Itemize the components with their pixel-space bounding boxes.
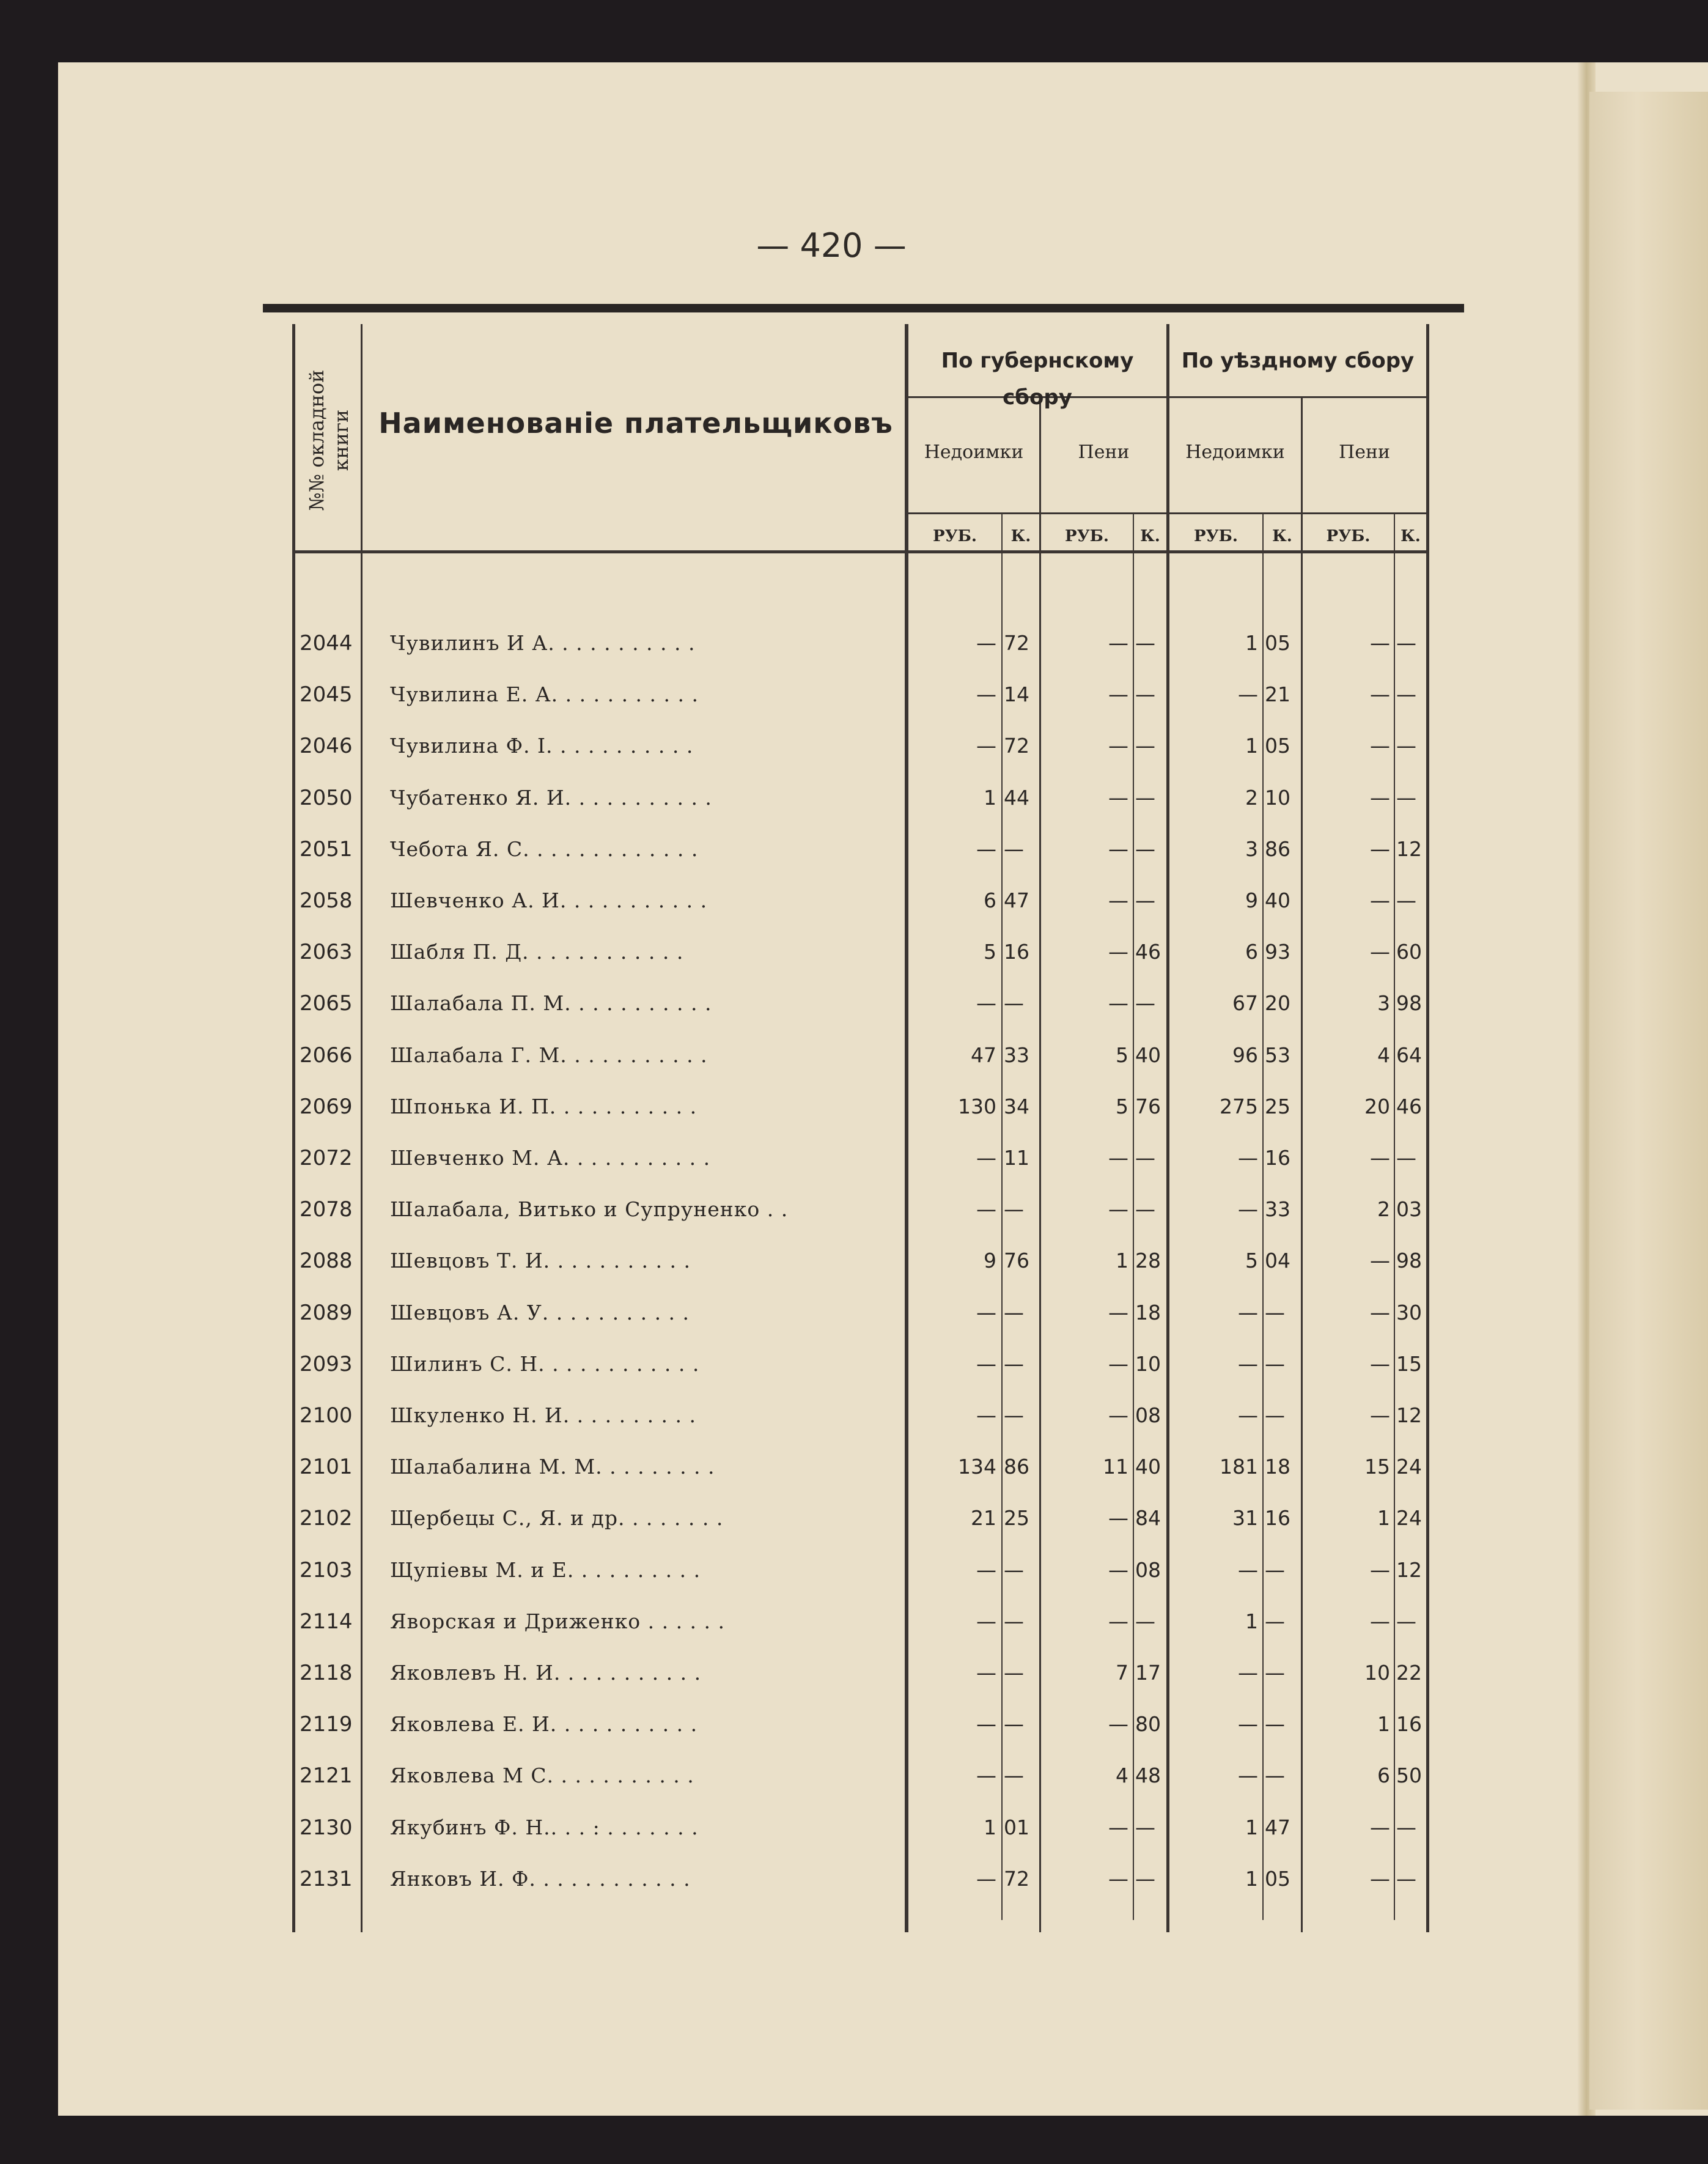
cell-penalty-rub-1: —: [1108, 734, 1128, 758]
cell-penalty-rub-2: —: [1370, 1146, 1390, 1170]
cell-penalty-kop-1: 10: [1135, 1351, 1161, 1376]
cell-arrears-rub-2: —: [1238, 1403, 1258, 1427]
cell-arrears-rub-1: 21: [971, 1506, 996, 1531]
cell-arrears-kop-2: 16: [1265, 1146, 1290, 1170]
cell-arrears-kop-1: 76: [1004, 1249, 1029, 1273]
cell-penalty-rub-2: —: [1370, 1609, 1390, 1633]
book-number: 2100: [300, 1403, 353, 1428]
cell-penalty-kop-2: —: [1396, 734, 1416, 758]
cell-arrears-rub-2: 31: [1232, 1506, 1258, 1531]
cell-arrears-kop-2: —: [1265, 1557, 1285, 1582]
cell-penalty-kop-1: —: [1135, 1815, 1155, 1839]
cell-penalty-kop-2: —: [1396, 785, 1416, 810]
table-row: [0, 1030, 1708, 1081]
cell-penalty-kop-1: 17: [1135, 1661, 1161, 1685]
table-row: [0, 1184, 1708, 1235]
payer-name: Шалабала П. М. . . . . . . . . . .: [390, 991, 712, 1016]
payer-name: Чувилинъ И А. . . . . . . . . . .: [390, 631, 696, 655]
cell-arrears-kop-2: 86: [1265, 836, 1290, 861]
book-number: 2051: [300, 836, 353, 862]
cell-penalty-rub-2: —: [1370, 1403, 1390, 1427]
cell-penalty-rub-1: —: [1108, 1506, 1128, 1531]
cell-arrears-rub-2: —: [1238, 1763, 1258, 1788]
cell-arrears-kop-2: 10: [1265, 785, 1290, 810]
table-row: [0, 1596, 1708, 1647]
cell-penalty-rub-2: —: [1370, 836, 1390, 861]
cell-arrears-rub-2: 2: [1245, 785, 1258, 810]
cell-arrears-kop-1: 14: [1004, 682, 1029, 707]
table-row: [0, 824, 1708, 875]
cell-arrears-rub-2: 67: [1232, 991, 1258, 1016]
cell-penalty-kop-1: —: [1135, 991, 1155, 1016]
table-row: [0, 720, 1708, 772]
cell-arrears-rub-1: —: [976, 1557, 996, 1582]
cell-arrears-kop-2: 04: [1265, 1249, 1290, 1273]
cell-penalty-rub-2: 15: [1364, 1455, 1390, 1479]
cell-arrears-kop-1: 16: [1004, 940, 1029, 964]
cell-penalty-kop-2: 16: [1396, 1712, 1422, 1737]
payer-name: Шевцовъ А. У. . . . . . . . . . .: [390, 1300, 690, 1324]
table-row: [0, 669, 1708, 720]
cell-arrears-kop-1: —: [1004, 1197, 1024, 1222]
rule-group-under: [908, 396, 1426, 398]
cell-arrears-kop-1: —: [1004, 1712, 1024, 1737]
payer-name: Шевцовъ Т. И. . . . . . . . . . .: [390, 1249, 691, 1273]
header-unit-rub-3: РУБ.: [1194, 527, 1238, 545]
cell-penalty-rub-2: 4: [1377, 1043, 1390, 1067]
book-number: 2121: [300, 1763, 353, 1789]
cell-penalty-rub-1: —: [1108, 940, 1128, 964]
cell-penalty-kop-2: —: [1396, 1866, 1416, 1891]
book-number: 2078: [300, 1197, 353, 1222]
cell-arrears-kop-2: 47: [1265, 1815, 1290, 1839]
payer-name: Яковлевъ Н. И. . . . . . . . . . .: [390, 1661, 702, 1685]
book-number: 2114: [300, 1609, 353, 1634]
cell-penalty-kop-2: 98: [1396, 1249, 1422, 1273]
cell-penalty-rub-1: —: [1108, 1300, 1128, 1324]
cell-penalty-rub-1: 4: [1116, 1763, 1128, 1788]
cell-penalty-rub-2: —: [1370, 1866, 1390, 1891]
cell-arrears-rub-2: 5: [1245, 1249, 1258, 1273]
payer-name: Чувилина Е. А. . . . . . . . . . .: [390, 682, 699, 707]
table-row: [0, 1647, 1708, 1699]
cell-arrears-rub-2: 1: [1245, 1609, 1258, 1633]
cell-arrears-rub-1: —: [976, 682, 996, 707]
cell-penalty-rub-1: —: [1108, 682, 1128, 707]
cell-penalty-rub-1: —: [1108, 1712, 1128, 1737]
payer-name: Чебота Я. С. . . . . . . . . . . . .: [390, 836, 699, 861]
cell-arrears-kop-2: 18: [1265, 1455, 1290, 1479]
cell-penalty-rub-2: 1: [1377, 1712, 1390, 1737]
header-unit-kop-3: К.: [1272, 527, 1292, 545]
cell-penalty-kop-1: 40: [1135, 1455, 1161, 1479]
payer-name: Янковъ И. Ф. . . . . . . . . . . .: [390, 1866, 691, 1891]
header-unit-kop-4: К.: [1401, 527, 1421, 545]
cell-penalty-kop-1: —: [1135, 888, 1155, 912]
payer-name: Щербецы С., Я. и др. . . . . . . .: [390, 1506, 724, 1531]
header-book-number: №№ окладной книги: [304, 369, 353, 511]
cell-penalty-kop-1: 08: [1135, 1557, 1161, 1582]
cell-penalty-rub-1: —: [1108, 1815, 1128, 1839]
cell-arrears-rub-2: —: [1238, 1197, 1258, 1222]
table-row: [0, 1441, 1708, 1493]
cell-penalty-kop-1: —: [1135, 836, 1155, 861]
cell-arrears-kop-2: —: [1265, 1763, 1285, 1788]
cell-penalty-kop-2: 12: [1396, 1403, 1422, 1427]
cell-arrears-rub-2: 96: [1232, 1043, 1258, 1067]
cell-penalty-rub-2: 6: [1377, 1763, 1390, 1788]
cell-arrears-rub-2: —: [1238, 682, 1258, 707]
cell-arrears-rub-1: —: [976, 1866, 996, 1891]
cell-arrears-kop-2: —: [1265, 1712, 1285, 1737]
payer-name: Шкуленко Н. И. . . . . . . . . .: [390, 1403, 697, 1427]
cell-arrears-kop-2: 05: [1265, 631, 1290, 655]
header-district-levy: По уѣздному сбору: [1181, 349, 1415, 373]
cell-arrears-rub-1: —: [976, 631, 996, 655]
cell-penalty-rub-2: 3: [1377, 991, 1390, 1016]
cell-penalty-kop-1: —: [1135, 785, 1155, 810]
cell-penalty-kop-2: 60: [1396, 940, 1422, 964]
cell-penalty-rub-1: 5: [1116, 1094, 1128, 1118]
cell-arrears-kop-2: 05: [1265, 734, 1290, 758]
cell-penalty-kop-2: 64: [1396, 1043, 1422, 1067]
cell-arrears-kop-2: 93: [1265, 940, 1290, 964]
cell-penalty-kop-1: —: [1135, 1609, 1155, 1633]
cell-arrears-rub-2: 6: [1245, 940, 1258, 964]
cell-penalty-rub-1: 11: [1103, 1455, 1128, 1479]
cell-penalty-kop-1: 76: [1135, 1094, 1161, 1118]
cell-arrears-kop-1: —: [1004, 1403, 1024, 1427]
header-unit-kop-2: К.: [1140, 527, 1160, 545]
cell-arrears-rub-2: 1: [1245, 734, 1258, 758]
header-provincial-levy: По губернскому сбору: [941, 349, 1134, 410]
table-row: [0, 1802, 1708, 1853]
cell-penalty-kop-2: 98: [1396, 991, 1422, 1016]
payer-name: Чубатенко Я. И. . . . . . . . . . .: [390, 785, 712, 810]
cell-arrears-rub-1: —: [976, 1146, 996, 1170]
cell-arrears-rub-1: 130: [958, 1094, 996, 1118]
cell-penalty-kop-2: 24: [1396, 1506, 1422, 1531]
book-number: 2045: [300, 682, 353, 707]
cell-penalty-rub-1: —: [1108, 1866, 1128, 1891]
payer-name: Шалабала, Витько и Супруненко . .: [390, 1197, 789, 1222]
cell-penalty-rub-2: —: [1370, 631, 1390, 655]
cell-arrears-kop-1: —: [1004, 1661, 1024, 1685]
cell-arrears-rub-2: 275: [1220, 1094, 1258, 1118]
cell-arrears-kop-1: —: [1004, 991, 1024, 1016]
book-number: 2066: [300, 1043, 353, 1068]
book-number: 2130: [300, 1815, 353, 1840]
cell-arrears-rub-2: —: [1238, 1300, 1258, 1324]
book-number: 2101: [300, 1455, 353, 1480]
cell-penalty-rub-2: —: [1370, 1300, 1390, 1324]
cell-arrears-rub-2: 1: [1245, 631, 1258, 655]
cell-arrears-kop-1: 44: [1004, 785, 1029, 810]
cell-penalty-rub-1: —: [1108, 1197, 1128, 1222]
header-arrears-1: Недоимки: [924, 441, 1024, 463]
book-number: 2131: [300, 1866, 353, 1891]
cell-arrears-kop-2: 21: [1265, 682, 1290, 707]
header-penalty-1: Пени: [1078, 441, 1130, 463]
book-number: 2044: [300, 631, 353, 655]
cell-penalty-rub-2: —: [1370, 1351, 1390, 1376]
cell-arrears-kop-2: 53: [1265, 1043, 1290, 1067]
cell-arrears-rub-1: 1: [984, 785, 996, 810]
table-row: [0, 1699, 1708, 1750]
cell-arrears-rub-1: 134: [958, 1455, 996, 1479]
table-row: [0, 1545, 1708, 1596]
cell-penalty-kop-2: —: [1396, 1609, 1416, 1633]
book-number: 2072: [300, 1146, 353, 1170]
cell-penalty-kop-2: —: [1396, 631, 1416, 655]
book-number: 2063: [300, 940, 353, 965]
cell-penalty-kop-2: 03: [1396, 1197, 1422, 1222]
cell-penalty-kop-2: 12: [1396, 836, 1422, 861]
cell-penalty-kop-1: 18: [1135, 1300, 1161, 1324]
cell-penalty-kop-1: 40: [1135, 1043, 1161, 1067]
cell-arrears-kop-1: 72: [1004, 1866, 1029, 1891]
cell-arrears-kop-1: 47: [1004, 888, 1029, 912]
cell-penalty-kop-1: —: [1135, 631, 1155, 655]
cell-arrears-rub-1: 1: [984, 1815, 996, 1839]
cell-penalty-rub-1: —: [1108, 1351, 1128, 1376]
payer-name: Шилинъ С. Н. . . . . . . . . . . .: [390, 1351, 700, 1376]
cell-penalty-kop-2: 50: [1396, 1763, 1422, 1788]
cell-arrears-kop-2: —: [1265, 1300, 1285, 1324]
cell-penalty-rub-2: 2: [1377, 1197, 1390, 1222]
cell-penalty-kop-1: 80: [1135, 1712, 1161, 1737]
book-number: 2102: [300, 1506, 353, 1531]
payer-name: Яковлева М С. . . . . . . . . . .: [390, 1763, 694, 1788]
payer-name: Шалабала Г. М. . . . . . . . . . .: [390, 1043, 708, 1067]
book-number: 2089: [300, 1300, 353, 1325]
cell-penalty-rub-2: 20: [1364, 1094, 1390, 1118]
table-row: [0, 978, 1708, 1029]
cell-arrears-rub-2: 1: [1245, 1866, 1258, 1891]
cell-penalty-rub-1: —: [1108, 836, 1128, 861]
cell-arrears-rub-2: 9: [1245, 888, 1258, 912]
cell-arrears-rub-1: —: [976, 1763, 996, 1788]
cell-arrears-rub-1: 6: [984, 888, 996, 912]
cell-arrears-kop-2: 20: [1265, 991, 1290, 1016]
cell-penalty-rub-1: —: [1108, 1609, 1128, 1633]
cell-arrears-rub-2: —: [1238, 1146, 1258, 1170]
book-number: 2088: [300, 1249, 353, 1274]
book-number: 2050: [300, 785, 353, 810]
cell-arrears-rub-1: —: [976, 1609, 996, 1633]
cell-arrears-rub-1: —: [976, 1403, 996, 1427]
book-number: 2069: [300, 1094, 353, 1119]
payer-name: Якубинъ Ф. Н.. . . : . . . . . . .: [390, 1815, 699, 1839]
cell-penalty-kop-2: —: [1396, 682, 1416, 707]
cell-penalty-rub-1: —: [1108, 785, 1128, 810]
cell-penalty-kop-1: 28: [1135, 1249, 1161, 1273]
cell-penalty-rub-2: 1: [1377, 1506, 1390, 1531]
cell-arrears-rub-2: 3: [1245, 836, 1258, 861]
cell-arrears-rub-2: —: [1238, 1557, 1258, 1582]
cell-penalty-kop-1: —: [1135, 1197, 1155, 1222]
cell-penalty-kop-1: —: [1135, 734, 1155, 758]
payer-name: Чувилина Ф. І. . . . . . . . . . .: [390, 734, 694, 758]
book-number: 2093: [300, 1351, 353, 1376]
cell-penalty-rub-1: 5: [1116, 1043, 1128, 1067]
cell-arrears-rub-1: —: [976, 734, 996, 758]
table-row: [0, 1339, 1708, 1390]
book-number: 2119: [300, 1712, 353, 1737]
page-number: — 420 —: [756, 226, 907, 265]
cell-arrears-kop-2: 33: [1265, 1197, 1290, 1222]
cell-arrears-kop-2: 16: [1265, 1506, 1290, 1531]
cell-penalty-rub-1: —: [1108, 631, 1128, 655]
cell-penalty-rub-2: —: [1370, 734, 1390, 758]
cell-penalty-kop-1: 08: [1135, 1403, 1161, 1427]
cell-arrears-kop-2: 40: [1265, 888, 1290, 912]
cell-penalty-kop-1: 84: [1135, 1506, 1161, 1531]
cell-penalty-kop-2: 15: [1396, 1351, 1422, 1376]
cell-arrears-kop-1: 01: [1004, 1815, 1029, 1839]
table-row: [0, 1853, 1708, 1905]
payer-name: Шалабалина М. М. . . . . . . . .: [390, 1455, 715, 1479]
cell-arrears-kop-1: 34: [1004, 1094, 1029, 1118]
table-row: [0, 1493, 1708, 1544]
cell-arrears-rub-2: —: [1238, 1712, 1258, 1737]
cell-penalty-rub-1: —: [1108, 888, 1128, 912]
cell-penalty-rub-2: —: [1370, 1249, 1390, 1273]
cell-arrears-rub-2: —: [1238, 1351, 1258, 1376]
cell-penalty-kop-2: 30: [1396, 1300, 1422, 1324]
table-row: [0, 1390, 1708, 1441]
header-unit-rub-2: РУБ.: [1065, 527, 1109, 545]
cell-arrears-kop-2: —: [1265, 1351, 1285, 1376]
cell-arrears-rub-1: 47: [971, 1043, 996, 1067]
cell-penalty-rub-2: 10: [1364, 1661, 1390, 1685]
cell-penalty-rub-1: —: [1108, 991, 1128, 1016]
cell-arrears-kop-2: 05: [1265, 1866, 1290, 1891]
cell-penalty-rub-1: 1: [1116, 1249, 1128, 1273]
header-arrears-2: Недоимки: [1185, 441, 1285, 463]
payer-name: Шевченко М. А. . . . . . . . . . .: [390, 1146, 711, 1170]
payer-name: Яворская и Дриженко . . . . . .: [390, 1609, 725, 1633]
table-row: [0, 1750, 1708, 1801]
payer-name: Щупіевы М. и Е. . . . . . . . . .: [390, 1557, 701, 1582]
table-row: [0, 875, 1708, 926]
cell-arrears-rub-1: —: [976, 836, 996, 861]
rule-header-bottom: [292, 550, 1429, 553]
cell-arrears-kop-1: —: [1004, 1557, 1024, 1582]
cell-penalty-kop-1: —: [1135, 682, 1155, 707]
cell-arrears-kop-1: 11: [1004, 1146, 1029, 1170]
payer-name: Шпонька И. П. . . . . . . . . . .: [390, 1094, 698, 1118]
cell-arrears-kop-1: 25: [1004, 1506, 1029, 1531]
cell-arrears-kop-2: —: [1265, 1661, 1285, 1685]
cell-arrears-kop-1: 86: [1004, 1455, 1029, 1479]
cell-penalty-kop-2: —: [1396, 1146, 1416, 1170]
cell-arrears-kop-1: —: [1004, 1609, 1024, 1633]
cell-penalty-kop-2: 12: [1396, 1557, 1422, 1582]
cell-arrears-rub-1: —: [976, 1661, 996, 1685]
payer-name: Шевченко А. И. . . . . . . . . . .: [390, 888, 708, 912]
table-row: [0, 772, 1708, 824]
cell-arrears-kop-1: 72: [1004, 631, 1029, 655]
table-row: [0, 1081, 1708, 1132]
book-number: 2065: [300, 991, 353, 1016]
cell-arrears-kop-1: 72: [1004, 734, 1029, 758]
cell-arrears-kop-2: —: [1265, 1609, 1285, 1633]
cell-penalty-kop-1: —: [1135, 1146, 1155, 1170]
cell-arrears-kop-2: 25: [1265, 1094, 1290, 1118]
header-unit-rub-1: РУБ.: [933, 527, 977, 545]
cell-penalty-kop-1: 48: [1135, 1763, 1161, 1788]
cell-arrears-rub-1: 5: [984, 940, 996, 964]
cell-arrears-rub-1: —: [976, 1300, 996, 1324]
book-number: 2046: [300, 734, 353, 759]
cell-arrears-kop-1: —: [1004, 836, 1024, 861]
book-number: 2103: [300, 1557, 353, 1582]
cell-arrears-kop-1: 33: [1004, 1043, 1029, 1067]
cell-arrears-rub-1: 9: [984, 1249, 996, 1273]
cell-penalty-rub-1: —: [1108, 1557, 1128, 1582]
cell-arrears-kop-1: —: [1004, 1763, 1024, 1788]
table-top-rule: [263, 304, 1464, 312]
cell-arrears-kop-2: —: [1265, 1403, 1285, 1427]
cell-arrears-rub-1: —: [976, 1712, 996, 1737]
payer-name: Шабля П. Д. . . . . . . . . . . .: [390, 940, 684, 964]
cell-penalty-rub-1: —: [1108, 1403, 1128, 1427]
book-number: 2118: [300, 1661, 353, 1685]
table-row: [0, 1235, 1708, 1287]
cell-penalty-rub-1: —: [1108, 1146, 1128, 1170]
table-row: [0, 618, 1708, 669]
cell-penalty-rub-2: —: [1370, 888, 1390, 912]
cell-arrears-rub-2: —: [1238, 1661, 1258, 1685]
table-row: [0, 926, 1708, 978]
header-unit-rub-4: РУБ.: [1326, 527, 1371, 545]
cell-penalty-kop-1: 46: [1135, 940, 1161, 964]
cell-penalty-kop-2: —: [1396, 1815, 1416, 1839]
book-number: 2058: [300, 888, 353, 913]
cell-penalty-rub-2: —: [1370, 785, 1390, 810]
cell-penalty-kop-2: 46: [1396, 1094, 1422, 1118]
cell-arrears-rub-2: 181: [1220, 1455, 1258, 1479]
cell-arrears-kop-1: —: [1004, 1300, 1024, 1324]
cell-penalty-rub-2: —: [1370, 682, 1390, 707]
cell-penalty-kop-1: —: [1135, 1866, 1155, 1891]
cell-penalty-kop-2: —: [1396, 888, 1416, 912]
cell-penalty-kop-2: 24: [1396, 1455, 1422, 1479]
cell-arrears-rub-1: —: [976, 1351, 996, 1376]
cell-arrears-rub-1: —: [976, 1197, 996, 1222]
table-row: [0, 1287, 1708, 1339]
table-row: [0, 1132, 1708, 1184]
payer-name: Яковлева Е. И. . . . . . . . . . .: [390, 1712, 698, 1737]
cell-penalty-rub-2: —: [1370, 1815, 1390, 1839]
cell-penalty-rub-2: —: [1370, 940, 1390, 964]
cell-arrears-rub-1: —: [976, 991, 996, 1016]
cell-penalty-kop-2: 22: [1396, 1661, 1422, 1685]
cell-arrears-rub-2: 1: [1245, 1815, 1258, 1839]
cell-penalty-rub-2: —: [1370, 1557, 1390, 1582]
rule-sub-under: [908, 512, 1426, 514]
cell-arrears-kop-1: —: [1004, 1351, 1024, 1376]
cell-penalty-rub-1: 7: [1116, 1661, 1128, 1685]
header-penalty-2: Пени: [1339, 441, 1390, 463]
header-payer-name: Наименованіе плательщиковъ: [378, 407, 893, 440]
header-unit-kop-1: К.: [1010, 527, 1031, 545]
